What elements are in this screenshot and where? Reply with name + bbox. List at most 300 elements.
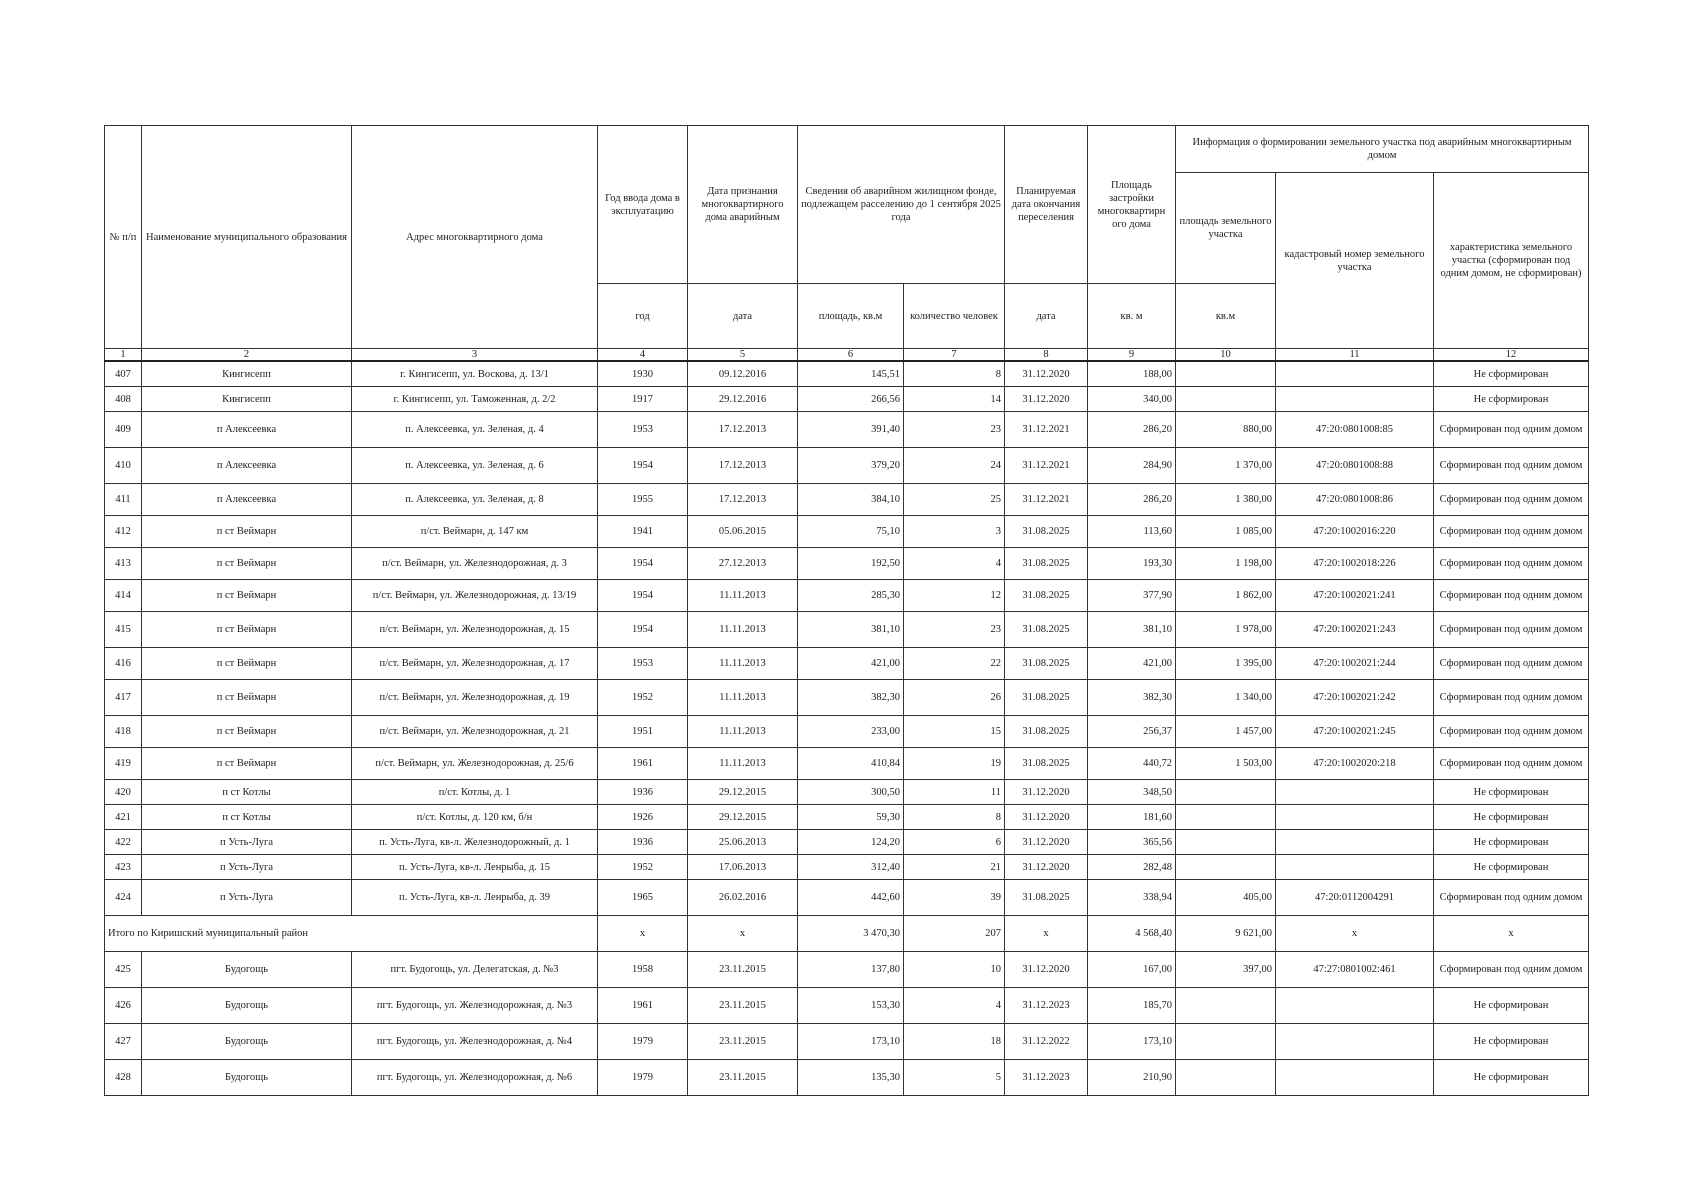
unit-people: количество человек: [904, 284, 1005, 349]
area-cell: 192,50: [798, 548, 904, 580]
emergency-housing-table: [104, 125, 1589, 1096]
table-row: [105, 988, 1589, 1024]
year-cell: 1965: [598, 880, 688, 916]
building-area-cell: 173,10: [1088, 1024, 1176, 1060]
people-cell: 24: [904, 448, 1005, 484]
end-date-cell: 31.12.2020: [1005, 830, 1088, 855]
date-cell: 11.11.2013: [688, 612, 798, 648]
municipality-cell: п ст Веймарн: [142, 612, 352, 648]
address-cell: п/ст. Веймарн, ул. Железнодорожная, д. 3: [352, 548, 598, 580]
address-cell: пгт. Будогощь, ул. Железнодорожная, д. №6: [352, 1060, 598, 1096]
land-area-cell: [1176, 805, 1276, 830]
year-cell: 1953: [598, 412, 688, 448]
address-cell: п/ст. Веймарн, ул. Железнодорожная, д. 25/6: [352, 748, 598, 780]
end-date-cell: 31.12.2020: [1005, 855, 1088, 880]
cadastral-cell: [1276, 387, 1434, 412]
characteristic-cell: Не сформирован: [1434, 361, 1589, 387]
people-cell: 25: [904, 484, 1005, 516]
date-cell: 29.12.2015: [688, 780, 798, 805]
area-cell: 135,30: [798, 1060, 904, 1096]
characteristic-cell: Не сформирован: [1434, 780, 1589, 805]
municipality-cell: Будогощь: [142, 1024, 352, 1060]
column-number: 6: [798, 349, 904, 362]
people-cell: 6: [904, 830, 1005, 855]
header-municipality: Наименование муниципального образования: [142, 126, 352, 349]
row-number: 407: [105, 361, 142, 387]
row-number: 421: [105, 805, 142, 830]
end-date-cell: 31.12.2020: [1005, 780, 1088, 805]
people-cell: 3: [904, 516, 1005, 548]
row-number: 426: [105, 988, 142, 1024]
date-cell: 11.11.2013: [688, 748, 798, 780]
date-cell: 11.11.2013: [688, 680, 798, 716]
cadastral-cell: [1276, 805, 1434, 830]
date-cell: 23.11.2015: [688, 988, 798, 1024]
characteristic-cell: Не сформирован: [1434, 387, 1589, 412]
building-area-cell: 210,90: [1088, 1060, 1176, 1096]
characteristic-cell: Сформирован под одним домом: [1434, 880, 1589, 916]
header-commission-year: Год ввода дома в эксплуатацию: [598, 126, 688, 284]
header-address: Адрес многоквартирного дома: [352, 126, 598, 349]
row-number: 408: [105, 387, 142, 412]
total-area: 3 470,30: [798, 916, 904, 952]
land-area-cell: [1176, 988, 1276, 1024]
cadastral-cell: 47:20:1002020:218: [1276, 748, 1434, 780]
area-cell: 137,80: [798, 952, 904, 988]
total-cadastral: x: [1276, 916, 1434, 952]
address-cell: п. Усть-Луга, кв-л. Ленрыба, д. 39: [352, 880, 598, 916]
total-people: 207: [904, 916, 1005, 952]
land-area-cell: 880,00: [1176, 412, 1276, 448]
end-date-cell: 31.12.2021: [1005, 412, 1088, 448]
address-cell: п. Алексеевка, ул. Зеленая, д. 8: [352, 484, 598, 516]
building-area-cell: 382,30: [1088, 680, 1176, 716]
document-page: [104, 125, 1588, 1096]
cadastral-cell: 47:20:0801008:86: [1276, 484, 1434, 516]
building-area-cell: 440,72: [1088, 748, 1176, 780]
cadastral-cell: 47:20:1002021:244: [1276, 648, 1434, 680]
area-cell: 312,40: [798, 855, 904, 880]
end-date-cell: 31.08.2025: [1005, 748, 1088, 780]
total-end-date: x: [1005, 916, 1088, 952]
table-row: [105, 1060, 1589, 1096]
header-land-area: площадь земельного участка: [1176, 173, 1276, 284]
area-cell: 75,10: [798, 516, 904, 548]
land-area-cell: 1 395,00: [1176, 648, 1276, 680]
address-cell: п/ст. Веймарн, ул. Железнодорожная, д. 17: [352, 648, 598, 680]
address-cell: пгт. Будогощь, ул. Железнодорожная, д. №3: [352, 988, 598, 1024]
characteristic-cell: Сформирован под одним домом: [1434, 612, 1589, 648]
row-number: 424: [105, 880, 142, 916]
date-cell: 05.06.2015: [688, 516, 798, 548]
end-date-cell: 31.12.2023: [1005, 988, 1088, 1024]
row-number: 413: [105, 548, 142, 580]
people-cell: 18: [904, 1024, 1005, 1060]
characteristic-cell: Сформирован под одним домом: [1434, 748, 1589, 780]
land-area-cell: [1176, 1060, 1276, 1096]
municipality-cell: п ст Котлы: [142, 780, 352, 805]
land-area-cell: 1 457,00: [1176, 716, 1276, 748]
table-row: [105, 680, 1589, 716]
end-date-cell: 31.08.2025: [1005, 548, 1088, 580]
date-cell: 29.12.2016: [688, 387, 798, 412]
land-area-cell: 405,00: [1176, 880, 1276, 916]
date-cell: 23.11.2015: [688, 952, 798, 988]
land-area-cell: 1 370,00: [1176, 448, 1276, 484]
address-cell: п. Алексеевка, ул. Зеленая, д. 4: [352, 412, 598, 448]
end-date-cell: 31.08.2025: [1005, 880, 1088, 916]
date-cell: 23.11.2015: [688, 1024, 798, 1060]
land-area-cell: [1176, 855, 1276, 880]
characteristic-cell: Не сформирован: [1434, 1060, 1589, 1096]
municipality-cell: Кингисепп: [142, 387, 352, 412]
cadastral-cell: 47:20:1002021:245: [1276, 716, 1434, 748]
building-area-cell: 256,37: [1088, 716, 1176, 748]
row-number: 419: [105, 748, 142, 780]
municipality-cell: Кингисепп: [142, 361, 352, 387]
area-cell: 266,56: [798, 387, 904, 412]
row-number: 423: [105, 855, 142, 880]
address-cell: г. Кингисепп, ул. Воскова, д. 13/1: [352, 361, 598, 387]
year-cell: 1936: [598, 830, 688, 855]
characteristic-cell: Сформирован под одним домом: [1434, 516, 1589, 548]
row-number: 414: [105, 580, 142, 612]
area-cell: 285,30: [798, 580, 904, 612]
table-row: [105, 716, 1589, 748]
area-cell: 300,50: [798, 780, 904, 805]
municipality-cell: п ст Веймарн: [142, 516, 352, 548]
header-land-characteristic: характеристика земельного участка (сформирован под одним домом, не сформирован): [1434, 173, 1589, 349]
area-cell: 233,00: [798, 716, 904, 748]
characteristic-cell: Сформирован под одним домом: [1434, 680, 1589, 716]
row-number: 409: [105, 412, 142, 448]
date-cell: 26.02.2016: [688, 880, 798, 916]
year-cell: 1958: [598, 952, 688, 988]
people-cell: 8: [904, 361, 1005, 387]
municipality-cell: п Алексеевка: [142, 484, 352, 516]
date-cell: 11.11.2013: [688, 648, 798, 680]
date-cell: 17.12.2013: [688, 412, 798, 448]
people-cell: 15: [904, 716, 1005, 748]
cadastral-cell: [1276, 855, 1434, 880]
municipality-cell: Будогощь: [142, 1060, 352, 1096]
municipality-cell: п ст Веймарн: [142, 680, 352, 716]
characteristic-cell: Сформирован под одним домом: [1434, 648, 1589, 680]
area-cell: 382,30: [798, 680, 904, 716]
year-cell: 1954: [598, 548, 688, 580]
total-characteristic: x: [1434, 916, 1589, 952]
people-cell: 26: [904, 680, 1005, 716]
building-area-cell: 421,00: [1088, 648, 1176, 680]
end-date-cell: 31.12.2021: [1005, 484, 1088, 516]
header-building-area: Площадь застройки многоквартирн ого дома: [1088, 126, 1176, 284]
municipality-cell: п Усть-Луга: [142, 880, 352, 916]
row-number: 418: [105, 716, 142, 748]
area-cell: 124,20: [798, 830, 904, 855]
land-area-cell: 1 340,00: [1176, 680, 1276, 716]
address-cell: пгт. Будогощь, ул. Делегатская, д. №3: [352, 952, 598, 988]
column-number: 5: [688, 349, 798, 362]
building-area-cell: 284,90: [1088, 448, 1176, 484]
area-cell: 173,10: [798, 1024, 904, 1060]
column-number: 8: [1005, 349, 1088, 362]
address-cell: п/ст. Веймарн, ул. Железнодорожная, д. 19: [352, 680, 598, 716]
people-cell: 23: [904, 412, 1005, 448]
people-cell: 8: [904, 805, 1005, 830]
table-row: [105, 830, 1589, 855]
table-row: [105, 548, 1589, 580]
date-cell: 09.12.2016: [688, 361, 798, 387]
table-row: [105, 952, 1589, 988]
year-cell: 1954: [598, 580, 688, 612]
land-area-cell: [1176, 1024, 1276, 1060]
end-date-cell: 31.08.2025: [1005, 680, 1088, 716]
address-cell: п. Усть-Луга, кв-л. Ленрыба, д. 15: [352, 855, 598, 880]
address-cell: п/ст. Веймарн, ул. Железнодорожная, д. 13/19: [352, 580, 598, 612]
end-date-cell: 31.12.2022: [1005, 1024, 1088, 1060]
unit-year: год: [598, 284, 688, 349]
land-area-cell: 1 862,00: [1176, 580, 1276, 612]
year-cell: 1926: [598, 805, 688, 830]
land-area-cell: 1 503,00: [1176, 748, 1276, 780]
area-cell: 410,84: [798, 748, 904, 780]
end-date-cell: 31.12.2023: [1005, 1060, 1088, 1096]
table-body: [105, 361, 1589, 916]
end-date-cell: 31.08.2025: [1005, 580, 1088, 612]
land-area-cell: 1 978,00: [1176, 612, 1276, 648]
year-cell: 1961: [598, 748, 688, 780]
building-area-cell: 348,50: [1088, 780, 1176, 805]
address-cell: п/ст. Веймарн, ул. Железнодорожная, д. 15: [352, 612, 598, 648]
header-row-number: № п/п: [105, 126, 142, 349]
people-cell: 14: [904, 387, 1005, 412]
address-cell: п/ст. Веймарн, д. 147 км: [352, 516, 598, 548]
date-cell: 23.11.2015: [688, 1060, 798, 1096]
date-cell: 29.12.2015: [688, 805, 798, 830]
municipality-cell: п ст Веймарн: [142, 580, 352, 612]
unit-date: дата: [688, 284, 798, 349]
characteristic-cell: Не сформирован: [1434, 830, 1589, 855]
area-cell: 421,00: [798, 648, 904, 680]
row-number: 420: [105, 780, 142, 805]
row-number: 410: [105, 448, 142, 484]
building-area-cell: 113,60: [1088, 516, 1176, 548]
area-cell: 442,60: [798, 880, 904, 916]
people-cell: 12: [904, 580, 1005, 612]
year-cell: 1961: [598, 988, 688, 1024]
land-area-cell: [1176, 830, 1276, 855]
building-area-cell: 377,90: [1088, 580, 1176, 612]
address-cell: г. Кингисепп, ул. Таможенная, д. 2/2: [352, 387, 598, 412]
total-label: Итого по Киришский муниципальный район: [105, 916, 598, 952]
row-number: 428: [105, 1060, 142, 1096]
date-cell: 17.06.2013: [688, 855, 798, 880]
end-date-cell: 31.08.2025: [1005, 648, 1088, 680]
table-header: [105, 126, 1589, 362]
cadastral-cell: [1276, 780, 1434, 805]
table-row: [105, 880, 1589, 916]
building-area-cell: 340,00: [1088, 387, 1176, 412]
header-emergency-date: Дата признания многоквартирного дома аварийным: [688, 126, 798, 284]
cadastral-cell: 47:20:0801008:88: [1276, 448, 1434, 484]
area-cell: 145,51: [798, 361, 904, 387]
characteristic-cell: Не сформирован: [1434, 805, 1589, 830]
building-area-cell: 167,00: [1088, 952, 1176, 988]
table-row: [105, 748, 1589, 780]
year-cell: 1979: [598, 1024, 688, 1060]
table-row: [105, 648, 1589, 680]
table-body-second: [105, 952, 1589, 1096]
municipality-cell: п ст Котлы: [142, 805, 352, 830]
address-cell: п/ст. Веймарн, ул. Железнодорожная, д. 21: [352, 716, 598, 748]
date-cell: 27.12.2013: [688, 548, 798, 580]
column-number: 10: [1176, 349, 1276, 362]
address-cell: п/ст. Котлы, д. 120 км, б/н: [352, 805, 598, 830]
municipality-cell: п Алексеевка: [142, 448, 352, 484]
column-number: 3: [352, 349, 598, 362]
municipality-cell: п ст Веймарн: [142, 648, 352, 680]
column-number: 1: [105, 349, 142, 362]
building-area-cell: 181,60: [1088, 805, 1176, 830]
area-cell: 379,20: [798, 448, 904, 484]
total-building-area: 4 568,40: [1088, 916, 1176, 952]
total-section: [105, 916, 1589, 952]
cadastral-cell: [1276, 361, 1434, 387]
year-cell: 1955: [598, 484, 688, 516]
end-date-cell: 31.08.2025: [1005, 516, 1088, 548]
column-number: 9: [1088, 349, 1176, 362]
year-cell: 1952: [598, 680, 688, 716]
people-cell: 21: [904, 855, 1005, 880]
year-cell: 1930: [598, 361, 688, 387]
unit-end-date: дата: [1005, 284, 1088, 349]
building-area-cell: 193,30: [1088, 548, 1176, 580]
cadastral-cell: 47:20:0112004291: [1276, 880, 1434, 916]
land-area-cell: 1 198,00: [1176, 548, 1276, 580]
cadastral-cell: 47:20:1002021:243: [1276, 612, 1434, 648]
municipality-cell: Будогощь: [142, 988, 352, 1024]
cadastral-cell: 47:27:0801002:461: [1276, 952, 1434, 988]
row-number: 425: [105, 952, 142, 988]
municipality-cell: п Усть-Луга: [142, 830, 352, 855]
cadastral-cell: 47:20:1002016:220: [1276, 516, 1434, 548]
people-cell: 11: [904, 780, 1005, 805]
address-cell: п/ст. Котлы, д. 1: [352, 780, 598, 805]
municipality-cell: п Алексеевка: [142, 412, 352, 448]
building-area-cell: 286,20: [1088, 484, 1176, 516]
people-cell: 19: [904, 748, 1005, 780]
characteristic-cell: Сформирован под одним домом: [1434, 448, 1589, 484]
end-date-cell: 31.12.2020: [1005, 952, 1088, 988]
column-number: 12: [1434, 349, 1589, 362]
table-row: [105, 780, 1589, 805]
column-number: 4: [598, 349, 688, 362]
characteristic-cell: Сформирован под одним домом: [1434, 952, 1589, 988]
municipality-cell: п ст Веймарн: [142, 748, 352, 780]
end-date-cell: 31.08.2025: [1005, 716, 1088, 748]
land-area-cell: [1176, 387, 1276, 412]
year-cell: 1917: [598, 387, 688, 412]
date-cell: 25.06.2013: [688, 830, 798, 855]
table-row: [105, 805, 1589, 830]
year-cell: 1954: [598, 448, 688, 484]
date-cell: 17.12.2013: [688, 448, 798, 484]
building-area-cell: 185,70: [1088, 988, 1176, 1024]
column-number: 7: [904, 349, 1005, 362]
cadastral-cell: [1276, 1024, 1434, 1060]
people-cell: 10: [904, 952, 1005, 988]
row-number: 417: [105, 680, 142, 716]
people-cell: 4: [904, 988, 1005, 1024]
area-cell: 384,10: [798, 484, 904, 516]
characteristic-cell: Сформирован под одним домом: [1434, 548, 1589, 580]
year-cell: 1936: [598, 780, 688, 805]
characteristic-cell: Сформирован под одним домом: [1434, 716, 1589, 748]
land-area-cell: [1176, 361, 1276, 387]
building-area-cell: 338,94: [1088, 880, 1176, 916]
row-number: 416: [105, 648, 142, 680]
address-cell: пгт. Будогощь, ул. Железнодорожная, д. №4: [352, 1024, 598, 1060]
header-emergency-fund: Сведения об аварийном жилищном фонде, подлежащем расселению до 1 сентября 2025 года: [798, 126, 1005, 284]
address-cell: п. Усть-Луга, кв-л. Железнодорожный, д. 1: [352, 830, 598, 855]
cadastral-cell: [1276, 1060, 1434, 1096]
area-cell: 59,30: [798, 805, 904, 830]
municipality-cell: п Усть-Луга: [142, 855, 352, 880]
year-cell: 1954: [598, 612, 688, 648]
table-row: [105, 1024, 1589, 1060]
building-area-cell: 286,20: [1088, 412, 1176, 448]
column-number: 11: [1276, 349, 1434, 362]
land-area-cell: 1 380,00: [1176, 484, 1276, 516]
area-cell: 391,40: [798, 412, 904, 448]
table-row: [105, 855, 1589, 880]
characteristic-cell: Не сформирован: [1434, 855, 1589, 880]
row-number: 415: [105, 612, 142, 648]
table-row: [105, 412, 1589, 448]
total-land-area: 9 621,00: [1176, 916, 1276, 952]
unit-land-area: кв.м: [1176, 284, 1276, 349]
municipality-cell: п ст Веймарн: [142, 548, 352, 580]
total-row: [105, 916, 1589, 952]
table-row: [105, 361, 1589, 387]
header-cadastral-number: кадастровый номер земельного участка: [1276, 173, 1434, 349]
people-cell: 4: [904, 548, 1005, 580]
end-date-cell: 31.12.2020: [1005, 361, 1088, 387]
land-area-cell: 1 085,00: [1176, 516, 1276, 548]
end-date-cell: 31.12.2020: [1005, 387, 1088, 412]
municipality-cell: п ст Веймарн: [142, 716, 352, 748]
building-area-cell: 188,00: [1088, 361, 1176, 387]
row-number: 427: [105, 1024, 142, 1060]
cadastral-cell: [1276, 830, 1434, 855]
table-row: [105, 387, 1589, 412]
row-number: 412: [105, 516, 142, 548]
date-cell: 17.12.2013: [688, 484, 798, 516]
area-cell: 381,10: [798, 612, 904, 648]
date-cell: 11.11.2013: [688, 580, 798, 612]
area-cell: 153,30: [798, 988, 904, 1024]
people-cell: 22: [904, 648, 1005, 680]
characteristic-cell: Сформирован под одним домом: [1434, 484, 1589, 516]
end-date-cell: 31.12.2021: [1005, 448, 1088, 484]
header-land-info: Информация о формировании земельного участка под аварийным многоквартирным домом: [1176, 126, 1589, 173]
characteristic-cell: Сформирован под одним домом: [1434, 412, 1589, 448]
total-date: x: [688, 916, 798, 952]
unit-building-area: кв. м: [1088, 284, 1176, 349]
characteristic-cell: Не сформирован: [1434, 1024, 1589, 1060]
municipality-cell: Будогощь: [142, 952, 352, 988]
year-cell: 1941: [598, 516, 688, 548]
